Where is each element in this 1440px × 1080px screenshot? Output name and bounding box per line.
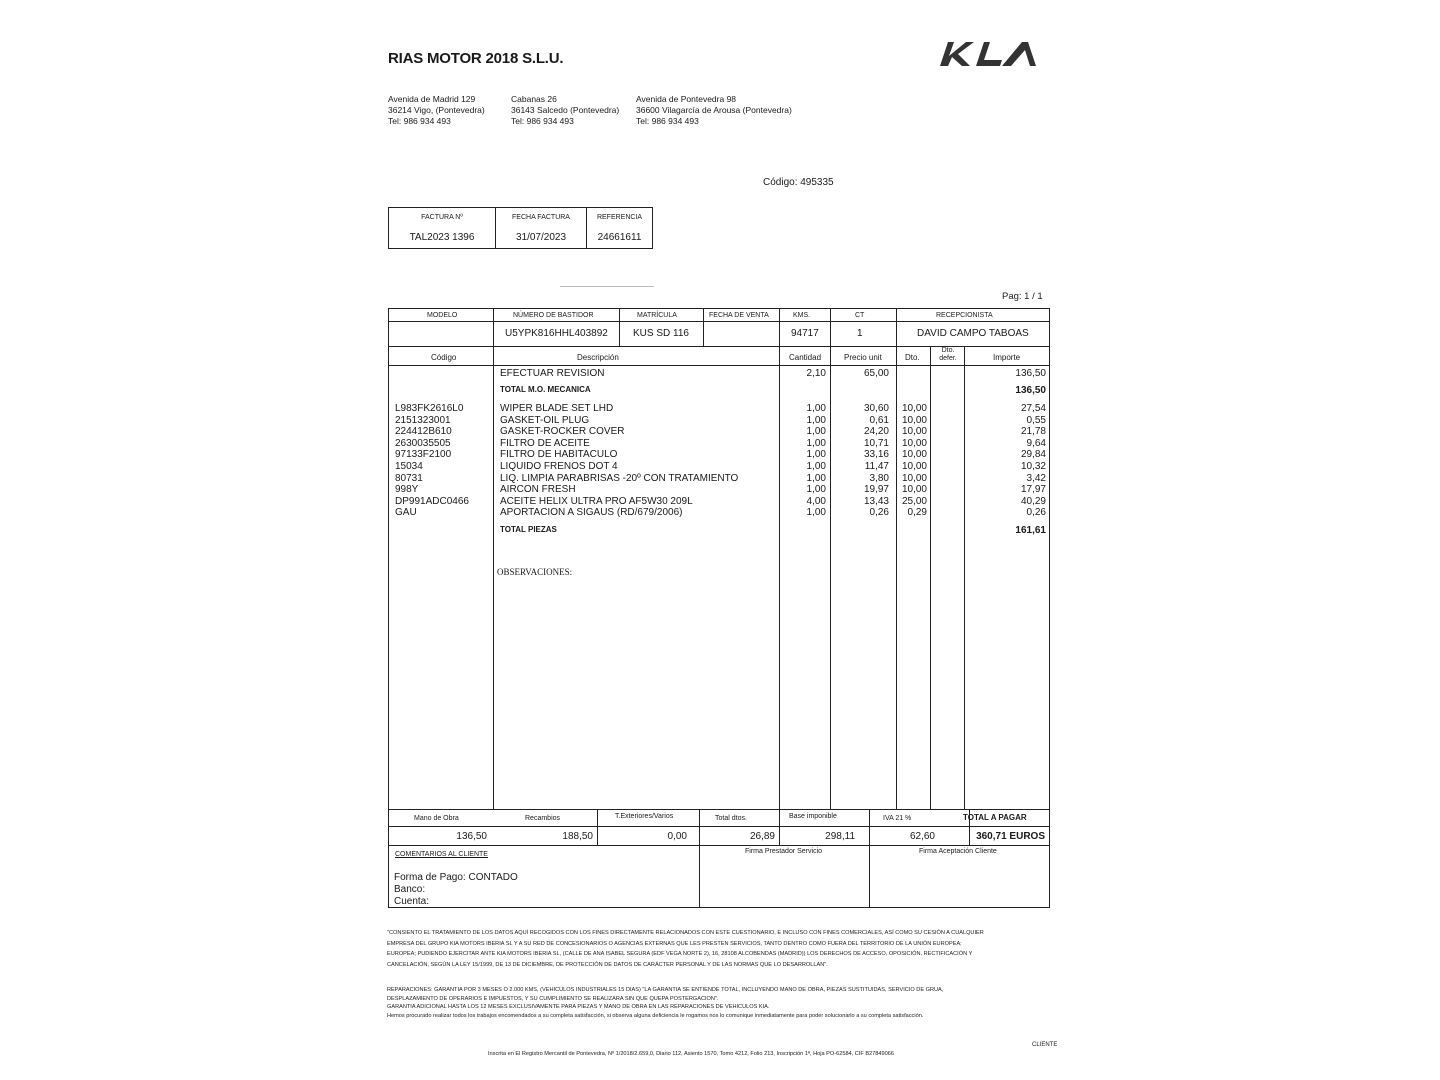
address-line: Cabanas 26 [511, 94, 557, 104]
fecha-factura: 31/07/2023 [515, 232, 567, 243]
line-precio: 0,61 [869, 414, 889, 426]
line-importe: 29,84 [1020, 449, 1046, 461]
part-row [389, 415, 1051, 427]
col-precio: Precio unit [844, 353, 882, 362]
line-codigo: 998Y [395, 484, 419, 496]
line-descripcion: WIPER BLADE SET LHD [500, 403, 614, 414]
header-recepcionista: RECEPCIONISTA [936, 312, 993, 319]
divider [493, 309, 494, 809]
line-cantidad: 4,00 [806, 495, 826, 507]
divider [389, 809, 1049, 810]
line-dto: 10,00 [901, 461, 927, 472]
base-value: 298,11 [825, 831, 855, 842]
legal-line: EMPRESA DEL GRUPO KIA MOTORS IBERIA SL Y A SU RED DE CONCESIONARIOS O AGENCIAS EXTERNAS QUE LES PRESTEN SERVICIOS, TANTO DENTRO COMO FUERA DEL TERRITORIO DE LA UNIÓN EUROPEA; [387, 940, 962, 947]
line-precio: 24,20 [863, 426, 889, 438]
line-descripcion: ACEITE HELIX ULTRA PRO AF5W30 209L [500, 495, 693, 507]
mano-obra-value: 136,50 [456, 831, 487, 842]
line-dto: 10,00 [901, 403, 927, 414]
address-line: Avenida de Pontevedra 98 [636, 94, 737, 104]
address-tel: Tel: 986 934 493 [636, 116, 699, 126]
line-precio: 10,71 [863, 437, 889, 449]
part-row [389, 473, 1051, 485]
line-precio: 13,43 [863, 495, 889, 507]
total-mo-label: TOTAL M.O. MECANICA [500, 385, 591, 394]
address-tel: Tel: 986 934 493 [388, 116, 451, 126]
divider [389, 365, 1049, 366]
factura-number: TAL2023 1396 [409, 232, 475, 243]
line-descripcion: LIQ. LIMPIA PARABRISAS -20º CON TRATAMIENTO [500, 472, 739, 484]
address-vilagarcia [636, 94, 792, 127]
total-piezas-value: 161,61 [1015, 525, 1046, 536]
vehicle-matricula: KUS SD 116 [633, 328, 689, 339]
vehicle-recepcionista: DAVID CAMPO TABOAS [917, 328, 1029, 339]
referencia-value: 24661611 [597, 232, 642, 243]
line-cantidad: 1,00 [806, 461, 826, 472]
page-number: Pag: 1 / 1 [1002, 291, 1043, 302]
line-cantidad: 1,00 [806, 414, 826, 426]
base-label: Base imponible [789, 813, 837, 820]
divider [560, 286, 654, 287]
line-descripcion: GASKET-OIL PLUG [500, 414, 590, 426]
codigo-cliente: Código: 495335 [763, 177, 834, 188]
col-importe: Importe [993, 353, 1021, 362]
line-codigo: DP991ADC0466 [395, 495, 469, 507]
col-dto-defer: Dto. defer. [939, 347, 957, 362]
line-descripcion: FILTRO DE HABITACULO [500, 449, 618, 461]
vehicle-ct: 1 [857, 328, 863, 339]
line-codigo: 2151323001 [395, 414, 451, 426]
fecha-label: FECHA FACTURA [512, 214, 570, 221]
line-importe: 0,55 [1026, 414, 1046, 426]
divider [389, 321, 1049, 322]
line-dto: 10,00 [901, 449, 927, 461]
line-descripcion: GASKET-ROCKER COVER [500, 426, 625, 438]
legal-line: EUROPEA; PUDIENDO EJERCITAR ANTE KIA MOTORS IBERIA SL, (CALLE DE ANA ISABEL SEGURA (EDF VEGA NORTE 2), 16, 28108 ALCOBENDAS (MADRID)) LOS DERECHOS DE ACCESO, OPOSICIÓN, RECTIFICACIÓN Y [387, 951, 973, 957]
line-codigo: 15034 [395, 461, 423, 472]
part-row [389, 484, 1051, 496]
line-cantidad: 1,00 [806, 437, 826, 449]
labour-row [389, 368, 1051, 380]
line-codigo: 2630035505 [395, 437, 451, 449]
total-pagar-label: TOTAL A PAGAR [963, 813, 1027, 822]
header-bastidor: NÚMERO DE BASTIDOR [513, 312, 594, 319]
address-line: 36143 Salcedo (Pontevedra) [511, 105, 620, 115]
cuenta: Cuenta: [394, 896, 430, 907]
line-importe: 10,32 [1020, 461, 1046, 472]
line-precio: 3,80 [869, 472, 889, 484]
line-importe: 17,97 [1020, 484, 1046, 496]
legal-warranty [387, 986, 1057, 1020]
line-importe: 40,29 [1020, 495, 1046, 507]
line-importe: 136,50 [1015, 368, 1046, 379]
legal-line: REPARACIONES: GARANTIA POR 3 MESES O 2.000 KMS, (VEHICULOS INDUSTRIALES 15 DIAS) "LA GARANTIA SE ENTIENDE TOTAL, INCLUYENDO MANO DE OBRA, PIEZAS SUSTITUIDAS, SERVICIO DE GRUA, [387, 987, 944, 993]
divider [389, 826, 1049, 827]
line-precio: 11,47 [864, 461, 889, 472]
address-tel: Tel: 986 934 493 [511, 116, 574, 126]
part-row [389, 507, 1051, 519]
invoice-info-box [388, 207, 653, 249]
line-cantidad: 2,10 [806, 368, 826, 379]
line-importe: 21,78 [1020, 426, 1046, 438]
line-descripcion: APORTACION A SIGAUS (RD/679/2006) [500, 507, 683, 519]
registry-note: Inscrita en El Registro Mercantil de Pontevedra, Nº 1/2018/2.659,0, Diario 112, Asiento 1570, Tomo 4212, Folio 213, Inscripción 1ª, Hoja PO-62584, CIF B27849066 [488, 1051, 894, 1057]
iva-value: 62,60 [909, 831, 935, 842]
legal-line: CANCELACIÓN, SEGÚN LA LEY 15/1999, DE 13 DE DICIEMBRE, DE PROTECCIÓN DE DATOS DE CARÁCTER PERSONAL Y DE LAS NORMAS QUE LO DESARROLLAN". [387, 961, 828, 968]
header-kms: KMS. [793, 312, 811, 319]
legal-line: GARANTIA ADICIONAL HASTA LOS 12 MESES EXCLUSIVAMENTE PARA PIEZAS Y MANO DE OBRA EN LAS REPARACIONES DE VEHICULOS KIA. [387, 1004, 770, 1011]
line-cantidad: 1,00 [806, 449, 826, 461]
line-importe: 3,42 [1026, 472, 1046, 484]
total-mo-value: 136,50 [1015, 385, 1046, 396]
header-fecha-venta: FECHA DE VENTA [709, 312, 769, 319]
line-descripcion: LIQUIDO FRENOS DOT 4 [500, 461, 618, 472]
part-row [389, 438, 1051, 450]
company-name: RIAS MOTOR 2018 S.L.U. [388, 50, 564, 67]
firma-cliente: Firma Aceptación Cliente [919, 848, 997, 855]
line-codigo: 224412B610 [395, 426, 452, 438]
address-line: Avenida de Madrid 129 [388, 94, 476, 104]
col-dto: Dto. [905, 353, 920, 362]
line-descripcion: EFECTUAR REVISION [500, 368, 605, 379]
banco: Banco: [394, 884, 426, 895]
line-precio: 33,16 [863, 449, 889, 461]
part-row [389, 426, 1051, 438]
dtos-value: 26,89 [749, 831, 775, 842]
line-importe: 27,54 [1020, 403, 1046, 414]
referencia-label: REFERENCIA [596, 214, 643, 221]
part-row [389, 449, 1051, 461]
legal-line: Hemos procurado realizar todos los trabajos encomendados a su completa satisfacción, si observa alguna deficiencia le rogamos nos lo comunique inmediatamente para poder solucionarlo a su completa satisfacción. [387, 1012, 924, 1019]
line-dto: 10,00 [901, 484, 927, 496]
recambios-label: Recambios [525, 815, 561, 822]
line-dto: 10,00 [901, 414, 927, 426]
exteriores-label: T.Exteriores/Varios [615, 813, 674, 820]
part-row [389, 461, 1051, 473]
col-cantidad: Cantidad [789, 353, 822, 362]
legal-line: "CONSIENTO EL TRATAMIENTO DE LOS DATOS AQUÍ RECOGIDOS CON LOS FINES DIRECTAMENTE RELACIONADOS CON ESTE CUESTIONARIO, E INCLUSO CON FINES COMERCIALES, ASÍ COMO SU CESIÓN A CUALQUIER [387, 930, 984, 936]
kia-logo [936, 38, 1050, 70]
exteriores-value: 0,00 [667, 831, 687, 842]
line-codigo: GAU [395, 507, 417, 519]
divider [699, 809, 700, 907]
line-importe: 0,26 [1026, 507, 1046, 519]
address-vigo [388, 94, 485, 127]
part-row [389, 496, 1051, 508]
col-descripcion: Descripción [577, 353, 619, 362]
address-salcedo [511, 94, 619, 127]
line-cantidad: 1,00 [806, 507, 826, 519]
line-codigo: L983FK2616L0 [395, 403, 464, 414]
divider [830, 309, 831, 809]
line-precio: 0,26 [869, 507, 889, 519]
total-piezas-label: TOTAL PIEZAS [500, 525, 557, 534]
legal-consent [387, 928, 1057, 970]
address-line: 36214 Vigo, (Pontevedra) [388, 105, 485, 115]
line-cantidad: 1,00 [806, 403, 826, 414]
line-dto: 0,29 [907, 507, 927, 519]
recambios-value: 188,50 [562, 831, 593, 842]
dtos-label: Total dtos. [715, 815, 747, 822]
vehicle-bastidor: U5YPK816HHL403892 [505, 328, 608, 339]
divider [389, 845, 1049, 846]
factura-label: FACTURA Nº [421, 214, 463, 221]
line-precio: 30,60 [863, 403, 889, 414]
vehicle-kms: 94717 [791, 328, 819, 339]
divider [703, 309, 704, 346]
address-line: 36600 Vilagarcía de Arousa (Pontevedra) [636, 105, 792, 115]
line-dto: 10,00 [901, 472, 927, 484]
part-row [389, 403, 1051, 415]
copy-label: CLIENTE [1032, 1042, 1058, 1048]
comments-label: COMENTARIOS AL CLIENTE [395, 851, 488, 858]
line-cantidad: 1,00 [806, 472, 826, 484]
col-codigo: Código [431, 353, 457, 362]
line-dto: 10,00 [901, 437, 927, 449]
invoice-table [388, 308, 1050, 908]
iva-label: IVA 21 % [883, 815, 912, 822]
header-matricula: MATRÍCULA [637, 312, 677, 319]
divider [619, 309, 620, 346]
line-dto: 10,00 [901, 426, 927, 438]
observaciones-label: OBSERVACIONES: [497, 567, 573, 577]
line-dto: 25,00 [901, 495, 927, 507]
legal-line: DESPLAZAMIENTO DE OPERARIOS E IMPUESTOS, Y SU CUMPLIMIENTO SE REALIZARA SIN QUE QUEPA POSTERGACION". [387, 995, 719, 1002]
divider [896, 309, 897, 809]
total-pagar-value: 360,71 EUROS [976, 831, 1045, 842]
mano-obra-label: Mano de Obra [414, 815, 459, 822]
line-precio: 65,00 [863, 368, 889, 379]
forma-pago: Forma de Pago: CONTADO [394, 872, 518, 883]
line-descripcion: FILTRO DE ACEITE [500, 437, 590, 449]
line-precio: 19,97 [863, 484, 889, 496]
divider [779, 309, 780, 809]
line-importe: 9,64 [1026, 437, 1046, 449]
header-modelo: MODELO [427, 312, 458, 319]
line-cantidad: 1,00 [806, 426, 826, 438]
header-ct: CT [855, 312, 865, 319]
line-cantidad: 1,00 [806, 484, 826, 496]
line-descripcion: AIRCON FRESH [500, 484, 576, 496]
divider [869, 809, 870, 907]
line-codigo: 80731 [395, 472, 423, 484]
firma-prestador: Firma Prestador Servicio [745, 848, 823, 855]
line-codigo: 97133F2100 [395, 449, 452, 461]
